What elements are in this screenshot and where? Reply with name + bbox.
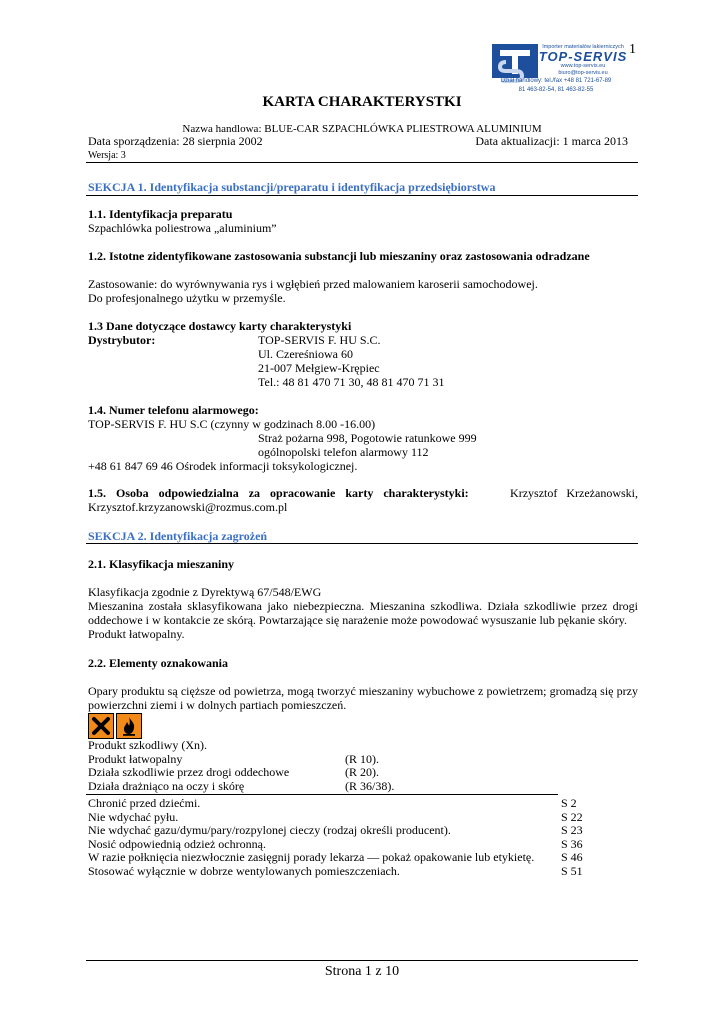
page-footer: Strona 1 z 10 xyxy=(324,964,400,979)
section-1-2 xyxy=(88,277,638,305)
r-phrase-text: Produkt szkodliwy (Xn). xyxy=(88,738,207,752)
section-1-title: SEKCJA 1. Identyfikacja substancji/preparatu i identyfikacja przedsiębiorstwa xyxy=(88,180,496,194)
logo-text xyxy=(538,44,628,78)
distributor-details xyxy=(258,333,445,389)
table-row xyxy=(88,851,583,865)
s-phrases xyxy=(88,797,638,879)
distributor-line: Ul. Czereśniowa 60 xyxy=(258,347,353,361)
r-phrase-text: Działa szkodliwie przez drogi oddechowe xyxy=(88,765,290,780)
s-phrase-text: Stosować wyłącznie w dobrze wentylowanych pomieszczeniach. xyxy=(88,863,400,878)
s12-line-2: Do profesjonalnego użytku w przemyśle. xyxy=(88,291,286,305)
r-phrase-text: Działa drażniąco na oczy i skórę xyxy=(88,778,245,793)
r-phrase-text: Produkt łatwopalny xyxy=(88,751,183,766)
r-phrase-code: (R 10). xyxy=(345,751,379,766)
s-phrase-text: Nosić odpowiednią odzież ochronną. xyxy=(88,836,266,851)
s14-line-4: +48 61 847 69 46 Ośrodek informacji toksykologicznej. xyxy=(88,459,358,473)
s21-line-1: Klasyfikacja zgodnie z Dyrektywą 67/548/EWG xyxy=(88,585,322,599)
table-row xyxy=(88,824,583,838)
s11-title: 1.1. Identyfikacja preparatu xyxy=(88,207,233,221)
table-row xyxy=(88,739,394,753)
distributor-line: TOP-SERVIS F. HU S.C. xyxy=(258,333,381,347)
section-2-divider xyxy=(86,543,638,544)
hazard-pictograms xyxy=(88,713,142,739)
s15-name: Krzysztof Krzeżanowski, xyxy=(510,486,638,500)
table-row xyxy=(88,766,394,780)
logo-phone-1: Dział handlowy: tel./fax +48 81 721-67-89 xyxy=(500,78,612,84)
table-row xyxy=(88,797,583,811)
s11-text: Szpachlówka poliestrowa „aluminium” xyxy=(88,221,277,235)
s-phrase-code: S 23 xyxy=(561,823,583,838)
s21-title: 2.1. Klasyfikacja mieszaniny xyxy=(88,557,234,571)
trade-name: Nazwa handlowa: BLUE-CAR SZPACHLÓWKA PLIESTROWA ALUMINIUM xyxy=(182,123,542,135)
r-phrase-code: (R 20). xyxy=(345,765,379,780)
version: Wersja: 3 xyxy=(88,150,126,161)
page-number: 1 xyxy=(629,42,636,57)
date-row xyxy=(88,134,628,149)
section-1-divider xyxy=(86,195,638,196)
s-phrase-code: S 46 xyxy=(561,850,583,865)
r-phrase-table xyxy=(88,739,394,793)
flammable-flame-icon xyxy=(116,713,142,739)
distributor-line: 21-007 Mełgiew-Krępiec xyxy=(258,361,380,375)
s22-title: 2.2. Elementy oznakowania xyxy=(88,656,229,670)
table-row xyxy=(88,838,583,852)
logo-email[interactable]: biuro@top-servis.eu xyxy=(558,70,608,77)
r-phrase-code xyxy=(345,739,394,753)
s21-line-3: Produkt łatwopalny. xyxy=(88,627,185,641)
table-row xyxy=(88,865,583,879)
s14-line-1: TOP-SERVIS F. HU S.C (czynny w godzinach 8.00 -16.00) xyxy=(88,417,376,431)
s-phrase-code: S 36 xyxy=(561,836,583,851)
section-1-5 xyxy=(88,486,638,514)
table-row xyxy=(88,753,394,767)
s22-paragraph: Opary produktu są cięższe od powietrza, mogą tworzyć mieszaniny wybuchowe z powietrzem; gromadzą się przy powierzchni ziemi i w dolnych partiach pomieszczeń. xyxy=(88,684,638,712)
s15-title: 1.5. Osoba odpowiedzialna za opracowanie karty charakterystyki: xyxy=(88,486,469,500)
section-1-1 xyxy=(88,207,638,235)
logo-brand: TOP-SERVIS xyxy=(538,49,628,65)
distributor xyxy=(88,333,638,389)
document-title: KARTA CHARAKTERYSTKI xyxy=(262,94,462,110)
r-phrase-code: (R 36/38). xyxy=(345,778,395,793)
s-phrase-text: W razie połknięcia niezwłocznie zasięgnij porady lekarza — pokaż opakowanie lub etykietę. xyxy=(88,850,535,865)
harmful-x-icon xyxy=(88,713,114,739)
date-updated: Data aktualizacji: 1 marca 2013 xyxy=(475,134,628,148)
s-phrase-text: Chronić przed dziećmi. xyxy=(88,796,201,810)
phrases-divider xyxy=(86,794,558,795)
distributor-label: Dystrybutor: xyxy=(88,333,156,347)
s14-line-3: ogólnopolski telefon alarmowy 112 xyxy=(258,445,429,459)
logo-phone-2: 81 463-82-54, 81 463-82-55 xyxy=(518,86,594,93)
header-divider xyxy=(86,162,638,163)
s15-email[interactable]: Krzysztof.krzyzanowski@rozmus.com.pl xyxy=(88,500,288,514)
distributor-line: Tel.: 48 81 470 71 30, 48 81 470 71 31 xyxy=(258,375,445,389)
s12-line-1: Zastosowanie: do wyrównywania rys i wgłębień przed malowaniem karoserii samochodowej. xyxy=(88,277,538,291)
table-row xyxy=(88,780,394,794)
s-phrase-code: S 51 xyxy=(561,863,583,878)
logo-tagline: Importer materiałów lakierniczych xyxy=(542,44,624,50)
s12-title: 1.2. Istotne zidentyfikowane zastosowania substancji lub mieszaniny oraz zastosowania odradzane xyxy=(88,249,590,263)
s-phrase-text: Nie wdychać gazu/dymu/pary/rozpylonej cieczy (rodzaj określi producent). xyxy=(88,823,451,838)
s13-title: 1.3 Dane dotyczące dostawcy karty charakterystyki xyxy=(88,319,352,333)
footer-divider xyxy=(86,960,638,961)
date-created: Data sporządzenia: 28 sierpnia 2002 xyxy=(88,134,263,148)
table-row xyxy=(88,811,583,825)
s14-line-2: Straż pożarna 998, Pogotowie ratunkowe 999 xyxy=(258,431,477,445)
s-phrase-text: Nie wdychać pyłu. xyxy=(88,809,179,824)
s21-paragraph: Mieszanina została sklasyfikowana jako niebezpieczna. Mieszanina szkodliwa. Działa szkodliwie przez drogi oddechowe i w kontakcie ze skórą. Powtarzające się narażenie może powodować wysuszanie lub pękanie skóry. xyxy=(88,599,638,627)
section-1-4 xyxy=(88,403,638,473)
logo-web[interactable]: www.top-servis.eu xyxy=(560,63,606,70)
logo-contact xyxy=(492,77,620,94)
s14-title: 1.4. Numer telefonu alarmowego: xyxy=(88,403,259,417)
section-2-1 xyxy=(88,585,638,641)
s-phrase-table xyxy=(88,797,583,879)
section-2-title: SEKCJA 2. Identyfikacja zagrożeń xyxy=(88,529,268,543)
r-phrases xyxy=(88,739,638,793)
s-phrase-code: S 2 xyxy=(561,796,577,810)
s-phrase-code: S 22 xyxy=(561,809,583,824)
